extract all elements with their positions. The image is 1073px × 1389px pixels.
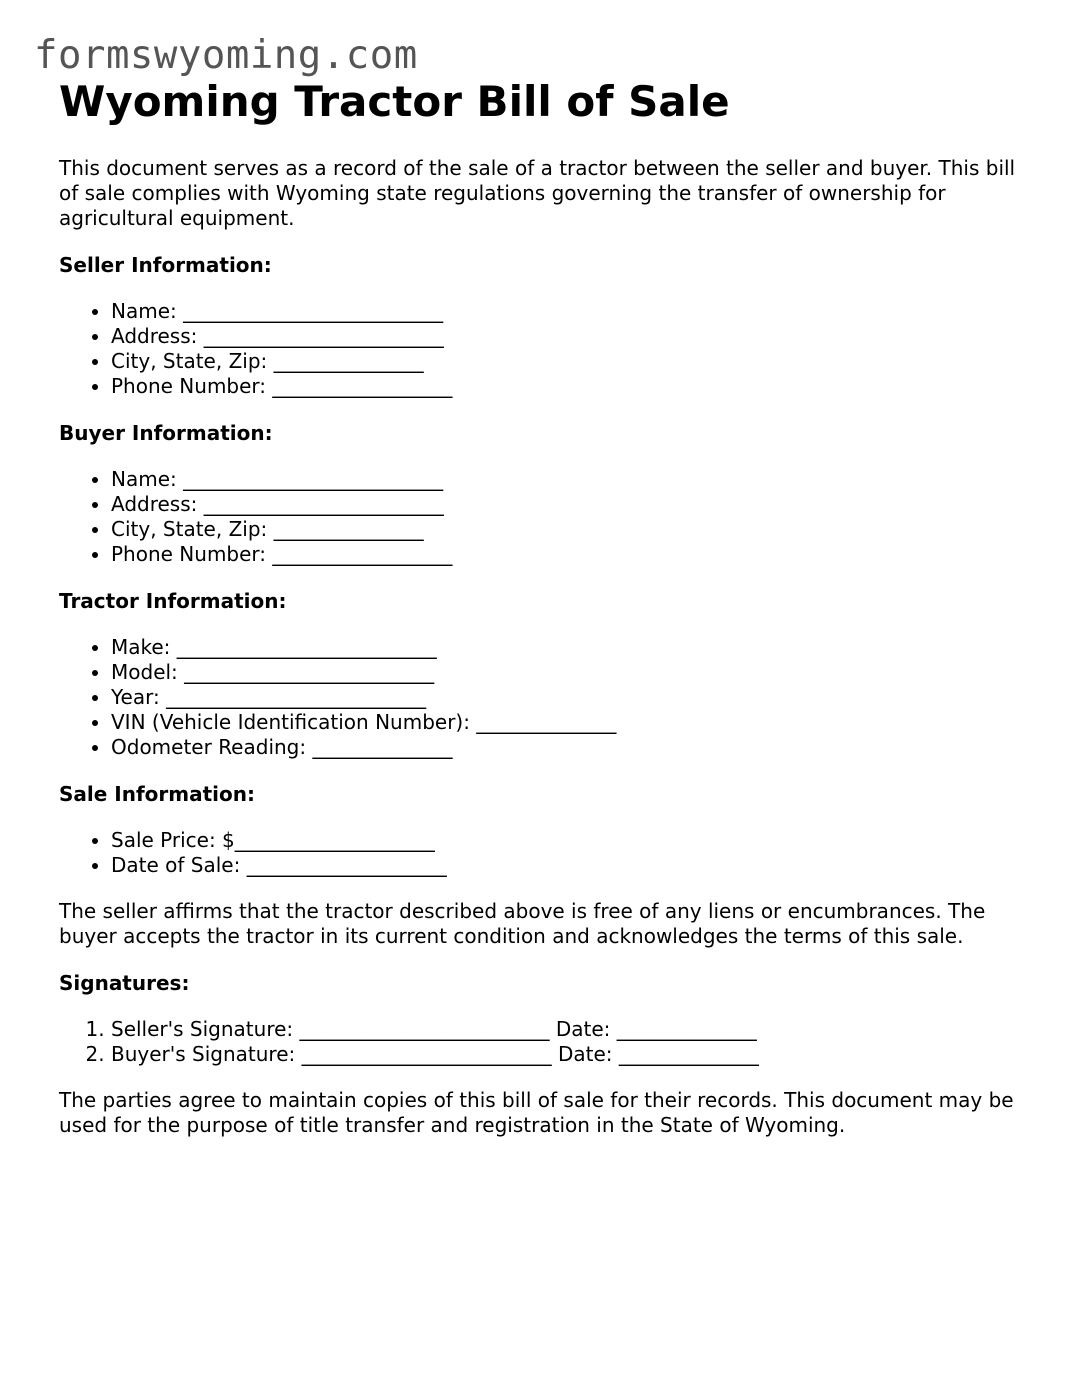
watermark: formswyoming.com (34, 33, 418, 78)
buyer-name-field: • Name: __________________________ (111, 467, 1019, 492)
tractor-vin-field: • VIN (Vehicle Identification Number): ______________ (111, 710, 1019, 735)
seller-signature-line: 1. Seller's Signature: _________________________ Date: ______________ (111, 1017, 1019, 1042)
signatures-list (59, 1017, 1019, 1067)
tractor-year-field: • Year: __________________________ (111, 685, 1019, 710)
buyer-list (59, 467, 1019, 567)
intro-paragraph: This document serves as a record of the sale of a tractor between the seller and buyer. This bill of sale complies with Wyoming state regulations governing the transfer of ownership for agricultural equipment. (59, 156, 1016, 230)
tractor-list (59, 635, 1019, 760)
buyer-phone-field: • Phone Number: __________________ (111, 542, 1019, 567)
tractor-heading: Tractor Information: (59, 589, 287, 613)
affirmation-paragraph: The seller affirms that the tractor described above is free of any liens or encumbrances. The buyer accepts the tractor in its current condition and acknowledges the terms of this sale. (59, 899, 986, 948)
seller-phone-field: • Phone Number: __________________ (111, 374, 1019, 399)
seller-city-field: • City, State, Zip: _______________ (111, 349, 1019, 374)
tractor-model-field: • Model: _________________________ (111, 660, 1019, 685)
sale-list (59, 828, 1019, 878)
sale-heading: Sale Information: (59, 782, 255, 806)
document (59, 76, 1019, 1138)
tractor-odometer-field: • Odometer Reading: ______________ (111, 735, 1019, 760)
sale-price-field: • Sale Price: $____________________ (111, 828, 1019, 853)
seller-list (59, 299, 1019, 399)
closing-paragraph: The parties agree to maintain copies of this bill of sale for their records. This document may be used for the purpose of title transfer and registration in the State of Wyoming. (59, 1088, 1014, 1137)
buyer-address-field: • Address: ________________________ (111, 492, 1019, 517)
signatures-heading: Signatures: (59, 971, 190, 995)
seller-heading: Seller Information: (59, 253, 272, 277)
buyer-city-field: • City, State, Zip: _______________ (111, 517, 1019, 542)
document-title: Wyoming Tractor Bill of Sale (59, 77, 730, 126)
sale-date-field: • Date of Sale: ____________________ (111, 853, 1019, 878)
tractor-make-field: • Make: __________________________ (111, 635, 1019, 660)
seller-address-field: • Address: ________________________ (111, 324, 1019, 349)
buyer-heading: Buyer Information: (59, 421, 273, 445)
seller-name-field: • Name: __________________________ (111, 299, 1019, 324)
buyer-signature-line: 2. Buyer's Signature: _________________________ Date: ______________ (111, 1042, 1019, 1067)
